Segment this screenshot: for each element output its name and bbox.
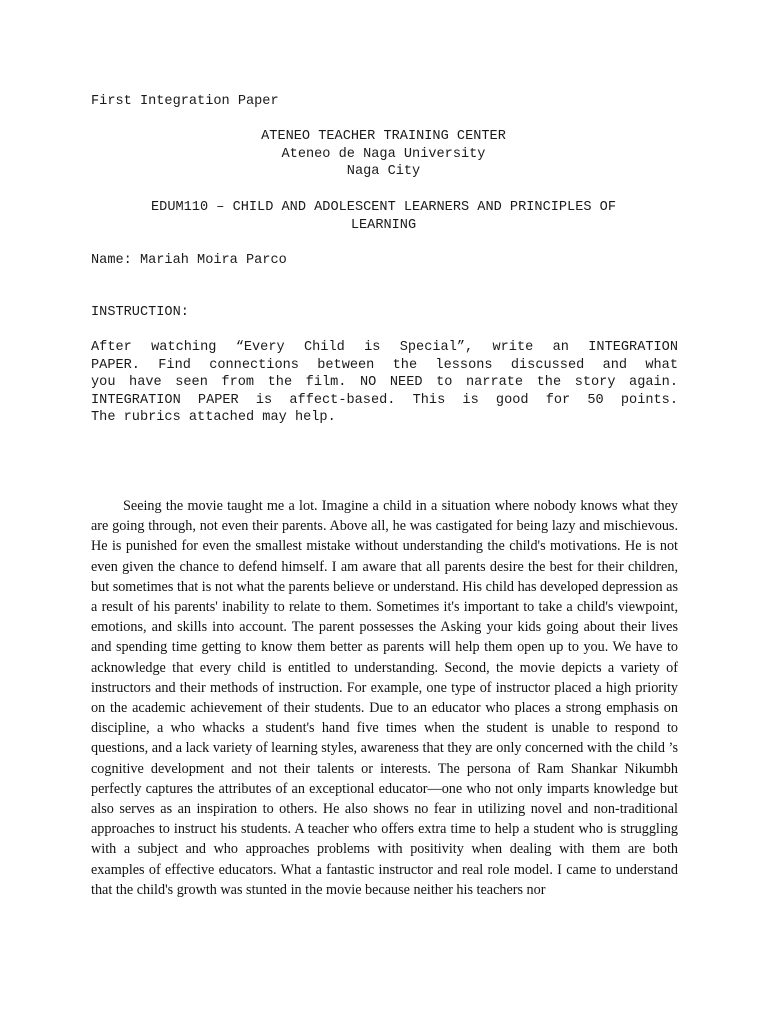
instruction-body [91, 339, 678, 427]
course-title [91, 199, 676, 234]
instruction-heading: INSTRUCTION: [91, 305, 189, 320]
instruction-line: After watching “Every Child is Special”, write an INTEGRATION [91, 340, 678, 355]
instruction-line: PAPER. Find connections between the lessons discussed and what [91, 357, 678, 373]
city-name: Naga City [346, 164, 421, 179]
document-label: First Integration Paper [91, 94, 279, 109]
instruction-line: The rubrics attached may help. [91, 410, 336, 425]
course-title-line-2: LEARNING [350, 217, 417, 233]
student-name: Name: Mariah Moira Parco [91, 253, 287, 268]
university-name: Ateneo de Naga University [281, 146, 486, 162]
course-title-line-1: EDUM110 – CHILD AND ADOLESCENT LEARNERS AND PRINCIPLES OF [151, 200, 616, 215]
essay-paragraph: Seeing the movie taught me a lot. Imagine a child in a situation where nobody knows what they are going through, not even their parents. Above all, he was castigated for being lazy and mischievous. He is punished for even the smallest mistake without understanding the child's motivations. He is not even given the chance to defend himself. I am aware that all parents desire the best for their children, but sometimes that is not what the parents believe or understand. His child has developed depression as a result of his parents' inability to relate to them. Sometimes it's important to take a child's viewpoint, emotions, and skills into account. The parent possesses the Asking your kids going about their lives and spending time getting to know them better as parents will help them open up to you. We have to acknowledge that every child is entitled to understanding. Second, the movie depicts a variety of instructors and their methods of instruction. For example, one type of instructor placed a high priority on the academic achievement of their students. Due to an educator who places a strong emphasis on discipline, a who whacks a student's hand five times when the student is unable to respond to questions, and a lack variety of learning styles, awareness that they are only concerned with the child ’s cognitive development and not their talents or interests. The persona of Ram Shankar Nikumbh perfectly captures the attributes of an exceptional educator—one who not only imparts knowledge but also serves as an inspiration to others. He also shows no fear in utilizing novel and non-traditional approaches to instruct his students. A teacher who offers extra time to help a student who is struggling with a subject and who approaches problems with positivity when dealing with them are both examples of effective educators. What a fantastic instructor and real role model. I came to understand that the child's growth was stunted in the movie because neither his teachers nor [91, 498, 678, 898]
instruction-line: INTEGRATION PAPER is affect-based. This is good for 50 points. [91, 392, 678, 408]
instruction-line: you have seen from the film. NO NEED to narrate the story again. [91, 375, 678, 390]
institution-name: ATENEO TEACHER TRAINING CENTER [261, 129, 506, 144]
institution-header [91, 128, 676, 181]
